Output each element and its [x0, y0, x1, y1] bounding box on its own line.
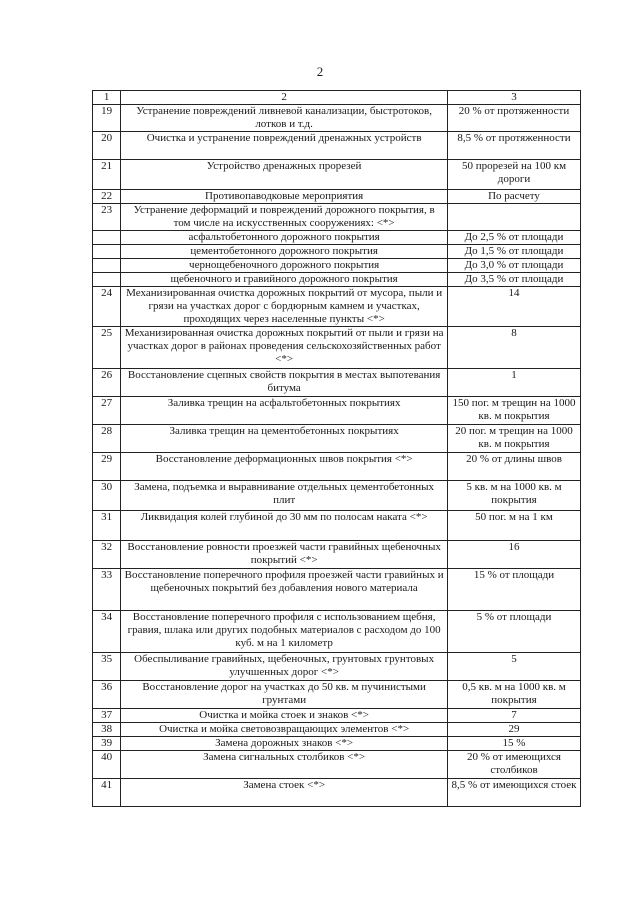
table-row: [93, 204, 581, 231]
row-number: 24: [93, 287, 121, 327]
header-col-2: 2: [121, 91, 448, 105]
row-number: 22: [93, 190, 121, 204]
row-number: 30: [93, 481, 121, 511]
norm-value-cell: 5 % от площади: [447, 611, 580, 653]
table-row: [93, 273, 581, 287]
table-row: [93, 397, 581, 425]
work-name-cell: Замена стоек <*>: [121, 779, 448, 807]
work-name-cell: Противопаводковые мероприятия: [121, 190, 448, 204]
row-number: 20: [93, 132, 121, 160]
row-number: 35: [93, 653, 121, 681]
table-row: [93, 779, 581, 807]
row-number: 28: [93, 425, 121, 453]
work-name-cell: Восстановление дорог на участках до 50 кв. м пучинистыми грунтами: [121, 681, 448, 709]
work-name-cell: Обеспыливание гравийных, щебеночных, грунтовых грунтовых улучшенных дорог <*>: [121, 653, 448, 681]
table-row: [93, 653, 581, 681]
work-name-cell: Заливка трещин на цементобетонных покрытиях: [121, 425, 448, 453]
norm-value-cell: До 2,5 % от площади: [447, 231, 580, 245]
norm-value-cell: 20 % от длины швов: [447, 453, 580, 481]
work-name-cell: щебеночного и гравийного дорожного покрытия: [121, 273, 448, 287]
row-number: 34: [93, 611, 121, 653]
norm-value-cell: 20 пог. м трещин на 1000 кв. м покрытия: [447, 425, 580, 453]
table-row: [93, 327, 581, 369]
norm-value-cell: 8,5 % от имеющихся стоек: [447, 779, 580, 807]
norm-value-cell: 14: [447, 287, 580, 327]
work-name-cell: Восстановление сцепных свойств покрытия в местах выпотевания битума: [121, 369, 448, 397]
norm-value-cell: 50 прорезей на 100 км дороги: [447, 160, 580, 190]
table-row: [93, 259, 581, 273]
work-name-cell: асфальтобетонного дорожного покрытия: [121, 231, 448, 245]
norm-value-cell: 8: [447, 327, 580, 369]
row-number: 29: [93, 453, 121, 481]
norm-value-cell: 8,5 % от протяженности: [447, 132, 580, 160]
works-table: [92, 90, 581, 807]
row-number: [93, 245, 121, 259]
table-row: [93, 369, 581, 397]
row-number: [93, 273, 121, 287]
table-row: [93, 425, 581, 453]
table-row: [93, 287, 581, 327]
work-name-cell: Восстановление поперечного профиля с использованием щебня, гравия, шлака или других подобных материалов с расходом до 100 куб. м на 1 километр: [121, 611, 448, 653]
work-name-cell: Заливка трещин на асфальтобетонных покрытиях: [121, 397, 448, 425]
table-row: [93, 453, 581, 481]
row-number: 23: [93, 204, 121, 231]
work-name-cell: Механизированная очистка дорожных покрытий от мусора, пыли и грязи на участках дорог с бордюрным камнем и участках, проходящих через населенные пункты <*>: [121, 287, 448, 327]
table-row: [93, 569, 581, 611]
row-number: 26: [93, 369, 121, 397]
work-name-cell: Устранение повреждений ливневой канализации, быстротоков, лотков и т.д.: [121, 105, 448, 132]
table-row: [93, 132, 581, 160]
table-row: [93, 541, 581, 569]
table-row: [93, 190, 581, 204]
norm-value-cell: 29: [447, 723, 580, 737]
norm-value-cell: 7: [447, 709, 580, 723]
row-number: [93, 231, 121, 245]
work-name-cell: Очистка и мойка стоек и знаков <*>: [121, 709, 448, 723]
row-number: 31: [93, 511, 121, 541]
work-name-cell: Восстановление деформационных швов покрытия <*>: [121, 453, 448, 481]
table-row: [93, 481, 581, 511]
norm-value-cell: 50 пог. м на 1 км: [447, 511, 580, 541]
page-number: 2: [316, 64, 324, 79]
row-number: 36: [93, 681, 121, 709]
row-number: 38: [93, 723, 121, 737]
norm-value-cell: До 3,5 % от площади: [447, 273, 580, 287]
table-row: [93, 231, 581, 245]
norm-value-cell: 5 кв. м на 1000 кв. м покрытия: [447, 481, 580, 511]
norm-value-cell: По расчету: [447, 190, 580, 204]
work-name-cell: Замена сигнальных столбиков <*>: [121, 751, 448, 779]
table-row: [93, 723, 581, 737]
row-number: 39: [93, 737, 121, 751]
work-name-cell: Устранение деформаций и повреждений дорожного покрытия, в том числе на искусственных сооружениях: <*>: [121, 204, 448, 231]
work-name-cell: Устройство дренажных прорезей: [121, 160, 448, 190]
row-number: [93, 259, 121, 273]
table-row: [93, 511, 581, 541]
norm-value-cell: 150 пог. м трещин на 1000 кв. м покрытия: [447, 397, 580, 425]
row-number: 21: [93, 160, 121, 190]
table-row: [93, 737, 581, 751]
norm-value-cell: 5: [447, 653, 580, 681]
work-name-cell: чернощебеночного дорожного покрытия: [121, 259, 448, 273]
norm-value-cell: 0,5 кв. м на 1000 кв. м покрытия: [447, 681, 580, 709]
header-col-3: 3: [447, 91, 580, 105]
norm-value-cell: 15 %: [447, 737, 580, 751]
norm-value-cell: 20 % от имеющихся столбиков: [447, 751, 580, 779]
table-header-row: [93, 91, 581, 105]
work-name-cell: Замена дорожных знаков <*>: [121, 737, 448, 751]
work-name-cell: Ликвидация колей глубиной до 30 мм по полосам наката <*>: [121, 511, 448, 541]
row-number: 27: [93, 397, 121, 425]
norm-value-cell: До 3,0 % от площади: [447, 259, 580, 273]
norm-value-cell: [447, 204, 580, 231]
table-row: [93, 681, 581, 709]
table-row: [93, 105, 581, 132]
row-number: 37: [93, 709, 121, 723]
row-number: 25: [93, 327, 121, 369]
table-row: [93, 160, 581, 190]
norm-value-cell: 15 % от площади: [447, 569, 580, 611]
norm-value-cell: 16: [447, 541, 580, 569]
table-row: [93, 245, 581, 259]
work-name-cell: Очистка и мойка световозвращающих элементов <*>: [121, 723, 448, 737]
table-row: [93, 751, 581, 779]
norm-value-cell: 20 % от протяженности: [447, 105, 580, 132]
row-number: 33: [93, 569, 121, 611]
work-name-cell: Восстановление ровности проезжей части гравийных щебеночных покрытий <*>: [121, 541, 448, 569]
row-number: 40: [93, 751, 121, 779]
work-name-cell: цементобетонного дорожного покрытия: [121, 245, 448, 259]
row-number: 19: [93, 105, 121, 132]
row-number: 32: [93, 541, 121, 569]
work-name-cell: Очистка и устранение повреждений дренажных устройств: [121, 132, 448, 160]
work-name-cell: Механизированная очистка дорожных покрытий от пыли и грязи на участках дорог в районах проведения сельскохозяйственных работ <*>: [121, 327, 448, 369]
header-col-1: 1: [93, 91, 121, 105]
row-number: 41: [93, 779, 121, 807]
norm-value-cell: 1: [447, 369, 580, 397]
table-row: [93, 709, 581, 723]
work-name-cell: Восстановление поперечного профиля проезжей части гравийных и щебеночных покрытий без добавления нового материала: [121, 569, 448, 611]
table-row: [93, 611, 581, 653]
norm-value-cell: До 1,5 % от площади: [447, 245, 580, 259]
work-name-cell: Замена, подъемка и выравнивание отдельных цементобетонных плит: [121, 481, 448, 511]
